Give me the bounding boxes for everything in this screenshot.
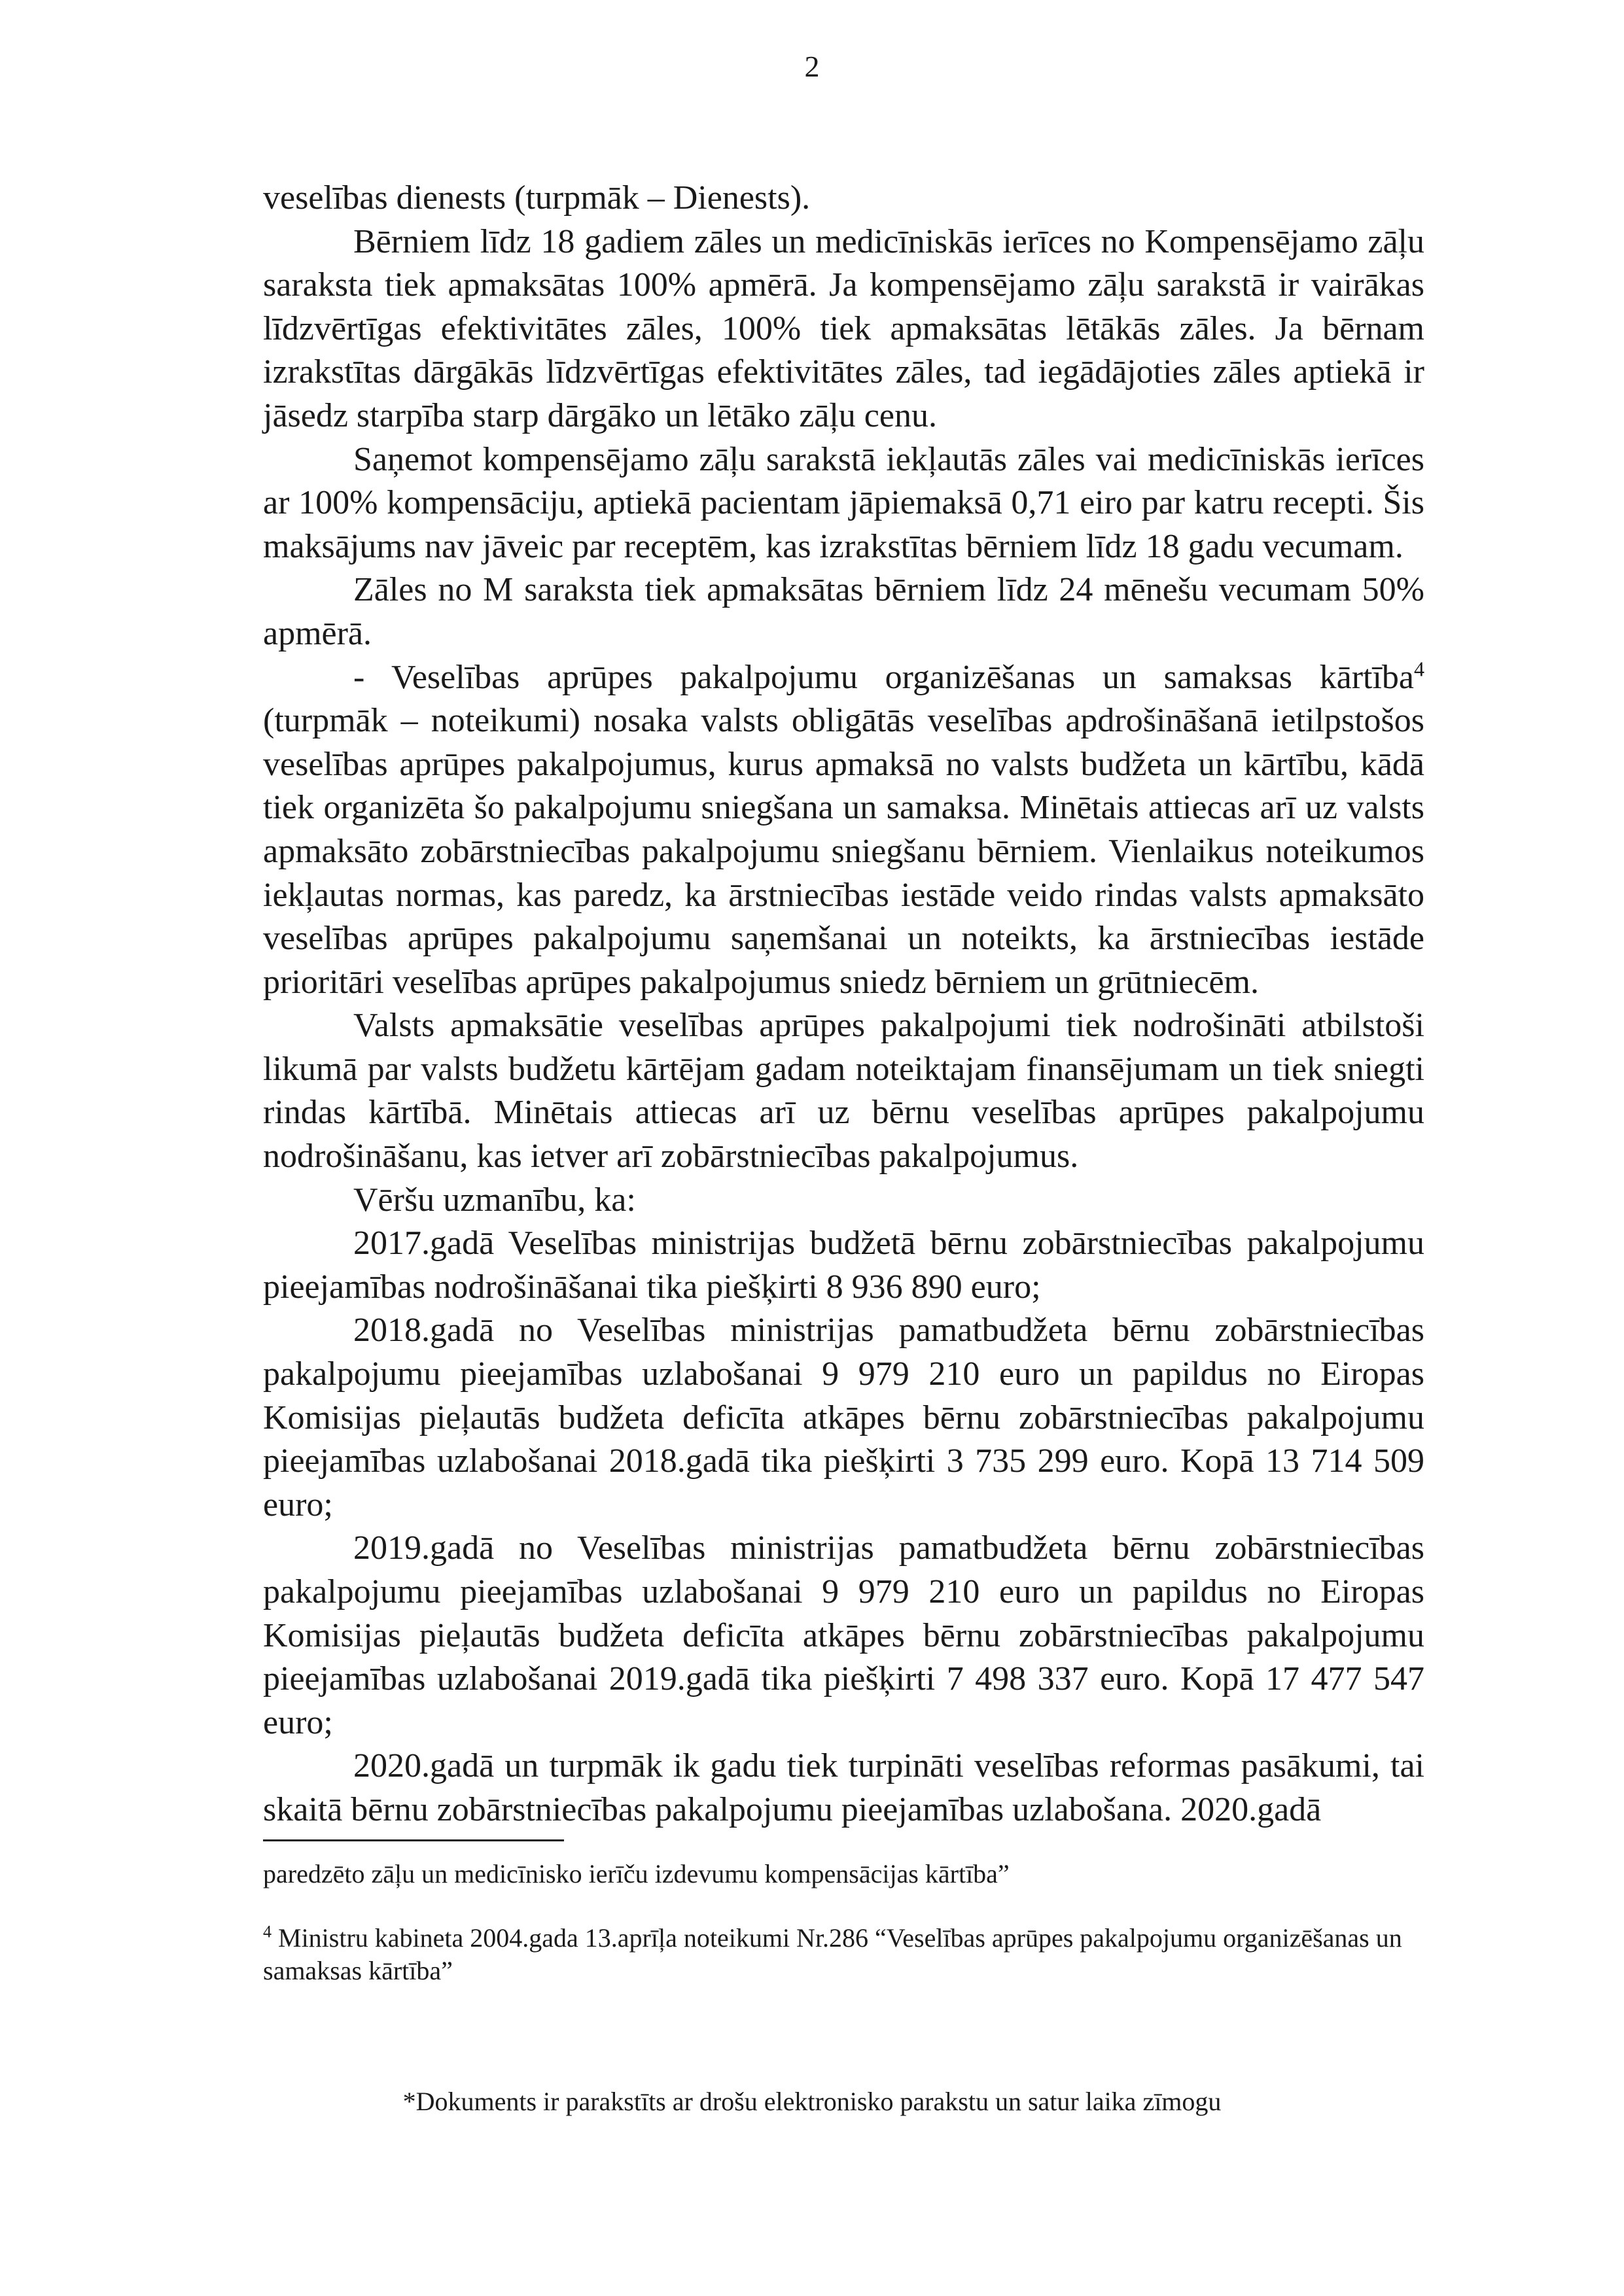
regulations-text-end: (turpmāk – noteikumi) nosaka valsts obligātās veselības apdrošināšanā ietilpstošos veselības aprūpes pakalpojumus, kurus apmaksā no valsts budžeta un kārtību, kādā tiek organizēta šo pakalpojumu sniegšana un samaksa. Minētais attiecas arī uz valsts apmaksāto zobārstniecības pakalpojumu sniegšanu bērniem. Vienlaikus noteikumos iekļautas normas, kas paredz, ka ārstniecības iestāde veido rindas valsts apmaksāto veselības aprūpes pakalpojumu saņemšanai un noteikts, ka ārstniecības iestāde prioritāri veselības aprūpes pakalpojumus sniedz bērniem un grūtniecēm.: [263, 702, 1424, 1001]
body-text: [263, 177, 1424, 1832]
regulations-text-start: - Veselības aprūpes pakalpojumu organizēšanas un samaksas kārtība: [353, 658, 1414, 696]
footnote-divider: [263, 1839, 564, 1841]
paragraph-2018-funding: 2018.gadā no Veselības ministrijas pamatbudžeta bērnu zobārstniecības pakalpojumu pieejamības uzlabošanai 9 979 210 euro un papildus no Eiropas Komisijas pieļautās budžeta deficīta atkāpes bērnu zobārstniecības pakalpojumu pieejamības uzlabošanai 2018.gadā tika piešķirti 3 735 299 euro. Kopā 13 714 509 euro;: [263, 1312, 1424, 1523]
paragraph-children-medicines: Bērniem līdz 18 gadiem zāles un medicīniskās ierīces no Kompensējamo zāļu saraksta tiek apmaksātas 100% apmērā. Ja kompensējamo zāļu sarakstā ir vairākas līdzvērtīgas efektivitātes zāles, 100% tiek apmaksātas lētākās zāles. Ja bērnam izrakstītas dārgākās līdzvērtīgas efektivitātes zāles, tad iegādājoties zāles aptiekā ir jāsedz starpība starp dārgāko un lētāko zāļu cenu.: [263, 222, 1424, 434]
paragraph-attention: Vēršu uzmanību, ka:: [353, 1181, 636, 1219]
paragraph-regulations: [263, 656, 1424, 1005]
footnote-4-text: Ministru kabineta 2004.gada 13.aprīļa noteikumi Nr.286 “Veselības aprūpes pakalpojumu organizēšanas un samaksas kārtība”: [263, 1923, 1402, 1985]
paragraph-2017-funding: 2017.gadā Veselības ministrijas budžetā bērnu zobārstniecības pakalpojumu pieejamības nodrošināšanai tika piešķirti 8 936 890 euro;: [263, 1225, 1424, 1306]
footnote-ref-4: 4: [1414, 657, 1424, 681]
page-number: 2: [804, 50, 820, 83]
footnote-4-marker: 4: [263, 1922, 272, 1941]
footnotes: [263, 1858, 1424, 1987]
paragraph-m-list: Zāles no M saraksta tiek apmaksātas bērniem līdz 24 mēnešu vecumam 50% apmērā.: [263, 571, 1424, 652]
paragraph-2019-funding: 2019.gadā no Veselības ministrijas pamatbudžeta bērnu zobārstniecības pakalpojumu pieejamības uzlabošanai 9 979 210 euro un papildus no Eiropas Komisijas pieļautās budžeta deficīta atkāpes bērnu zobārstniecības pakalpojumu pieejamības uzlabošanai 2019.gadā tika piešķirti 7 498 337 euro. Kopā 17 477 547 euro;: [263, 1529, 1424, 1741]
paragraph-2020-reforms: 2020.gadā un turpmāk ik gadu tiek turpināti veselības reformas pasākumi, tai skaitā bērnu zobārstniecības pakalpojumu pieejamības uzlabošana. 2020.gadā: [263, 1747, 1424, 1828]
signature-disclaimer: *Dokuments ir parakstīts ar drošu elektronisko parakstu un satur laika zīmogu: [402, 2087, 1222, 2116]
paragraph-state-funded-services: Valsts apmaksātie veselības aprūpes pakalpojumi tiek nodrošināti atbilstoši likumā par valsts budžetu kārtējam gadam noteiktajam finansējumam un tiek sniegti rindas kārtībā. Minētais attiecas arī uz bērnu veselības aprūpes pakalpojumu nodrošināšanu, kas ietver arī zobārstniecības pakalpojumus.: [263, 1007, 1424, 1175]
footnote-4: [263, 1922, 1424, 1987]
paragraph-continuation: veselības dienests (turpmāk – Dienests).: [263, 179, 811, 217]
paragraph-prescription-fee: Saņemot kompensējamo zāļu sarakstā iekļautās zāles vai medicīniskās ierīces ar 100% kompensāciju, aptiekā pacientam jāpiemaksā 0,71 eiro par katru recepti. Šis maksājums nav jāveic par receptēm, kas izrakstītas bērniem līdz 18 gadu vecumam.: [263, 440, 1424, 565]
footnote-continuation: paredzēto zāļu un medicīnisko ierīču izdevumu kompensācijas kārtība”: [263, 1859, 1010, 1888]
